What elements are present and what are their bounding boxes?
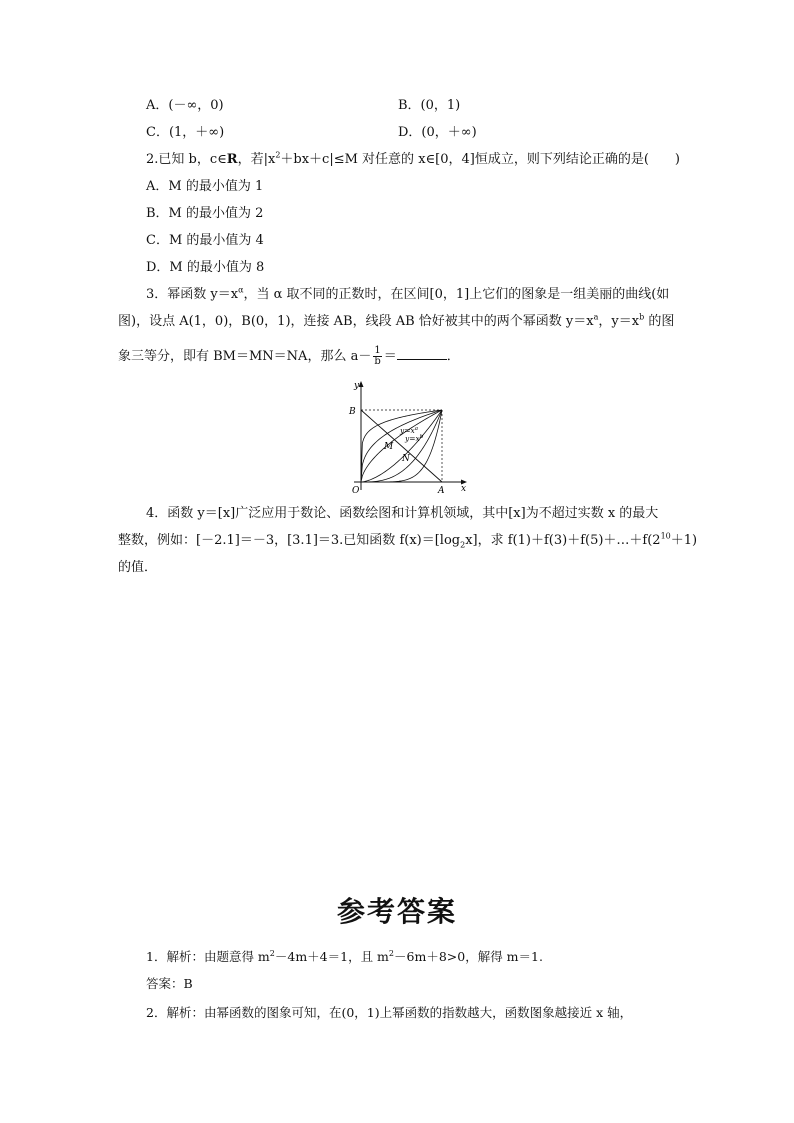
q4-line2-sup: 10: [660, 531, 671, 541]
answer-1-sup1: 2: [269, 948, 275, 958]
answer-1-sup2: 2: [388, 948, 395, 958]
q2-choice-c: C．M 的最小值为 4: [146, 233, 264, 248]
label-o: O: [352, 486, 360, 496]
label-b: B: [349, 407, 356, 417]
label-curve-b-base: y=x: [405, 434, 420, 443]
answer-2-analysis: 2．解析：由幂函数的图象可知，在(0，1)上幂函数的指数越大，函数图象越接近 x 轴，: [146, 1005, 633, 1020]
q3-line1-text: 3．幂函数 y＝x: [146, 287, 239, 302]
answers-title: 参考答案: [336, 895, 457, 928]
q3-line-2: [118, 313, 674, 331]
q1-choice-c: C．(1，＋∞): [146, 125, 225, 140]
power-function-figure: [340, 378, 470, 498]
answer-1-analysis: [146, 948, 543, 966]
q4-line-1: 4．函数 y＝[x]广泛应用于数论、函数绘图和计算机领域，其中[x]为不超过实数 x 的最大: [146, 506, 659, 521]
q2-stem-prefix: 2.已知: [146, 152, 189, 167]
q4-line-2: [118, 532, 697, 550]
q4-line2-b: x]，求 f(1)＋f(3)＋f(5)＋…＋f(2: [465, 533, 661, 548]
q3-line1-rest: ，当 α 取不同的正数时，在区间[0，1]上它们的图象是一组美丽的曲线(如: [243, 287, 670, 302]
q2-stem: [146, 151, 680, 169]
q3-line-3: [118, 346, 460, 367]
label-curve-a-sup: a: [414, 426, 419, 432]
label-n: N: [402, 454, 410, 464]
answer-1-b: －4m＋4＝1，且 m: [274, 949, 389, 964]
q3-line2-b: ，y＝x: [598, 314, 640, 329]
q2-choice-b: B．M 的最小值为 2: [146, 206, 264, 221]
q3-frac-num: 1: [374, 345, 381, 356]
label-curve-b: [404, 434, 424, 443]
q3-fraction: [373, 346, 381, 367]
label-a: A: [438, 486, 445, 496]
q1-choice-b: B．(0，1): [398, 98, 461, 113]
q3-line3-b: ＝: [383, 349, 397, 364]
q4-line2-a: 整数，例如：[－2.1]＝－3，[3.1]＝3.已知函数 f(x)＝[log: [118, 533, 461, 548]
label-x: x: [461, 484, 467, 494]
y-axis-arrow: [359, 381, 364, 387]
q3-line3-end: ．: [446, 349, 460, 364]
q2-stem-mid2: ，若|x: [237, 152, 276, 167]
q4-line-3: 的值．: [118, 560, 158, 575]
q3-answer-blank: [397, 347, 447, 360]
answer-1-c: －6m＋8>0，解得 m＝1.: [394, 949, 543, 964]
q2-choice-a: A．M 的最小值为 1: [146, 179, 264, 194]
label-curve-a-base: y=x: [400, 426, 415, 435]
q2-choice-d: D．M 的最小值为 8: [146, 260, 265, 275]
q4-line2-c: ＋1): [670, 533, 698, 548]
q3-line3-a: 象三等分，即有 BM＝MN＝NA，那么 a－: [118, 349, 372, 364]
q2-stem-R: R: [226, 152, 238, 167]
answer-1-a: 1．解析：由题意得 m: [146, 949, 270, 964]
q1-choice-a: A．(－∞，0): [146, 98, 224, 113]
q3-line2-sup2: b: [639, 312, 645, 322]
q1-choice-d: D．(0，＋∞): [398, 125, 477, 140]
q4-line2-sub: 2: [460, 540, 466, 550]
q2-stem-rest: ＋bx＋c|≤M 对任意的 x∈[0，4]恒成立，则下列结论正确的是( ): [280, 152, 680, 167]
q2-stem-sup: 2: [275, 150, 281, 160]
label-m: M: [384, 442, 394, 452]
q3-line2-a: 图)，设点 A(1，0)，B(0，1)，连接 AB，线段 AB 恰好被其中的两个幂函数 y＝x: [118, 314, 594, 329]
q3-line-1: [146, 286, 669, 304]
q3-line1-sup: α: [238, 285, 244, 295]
q3-line2-sup1: a: [593, 312, 599, 322]
q3-line2-c: 的图: [644, 314, 675, 329]
q2-stem-mid1: b，c∈: [188, 152, 227, 167]
answer-1-result: 答案：B: [146, 976, 193, 991]
label-y: y: [354, 381, 360, 391]
label-curve-b-sup: b: [419, 434, 424, 440]
q3-frac-den: b: [374, 356, 381, 367]
